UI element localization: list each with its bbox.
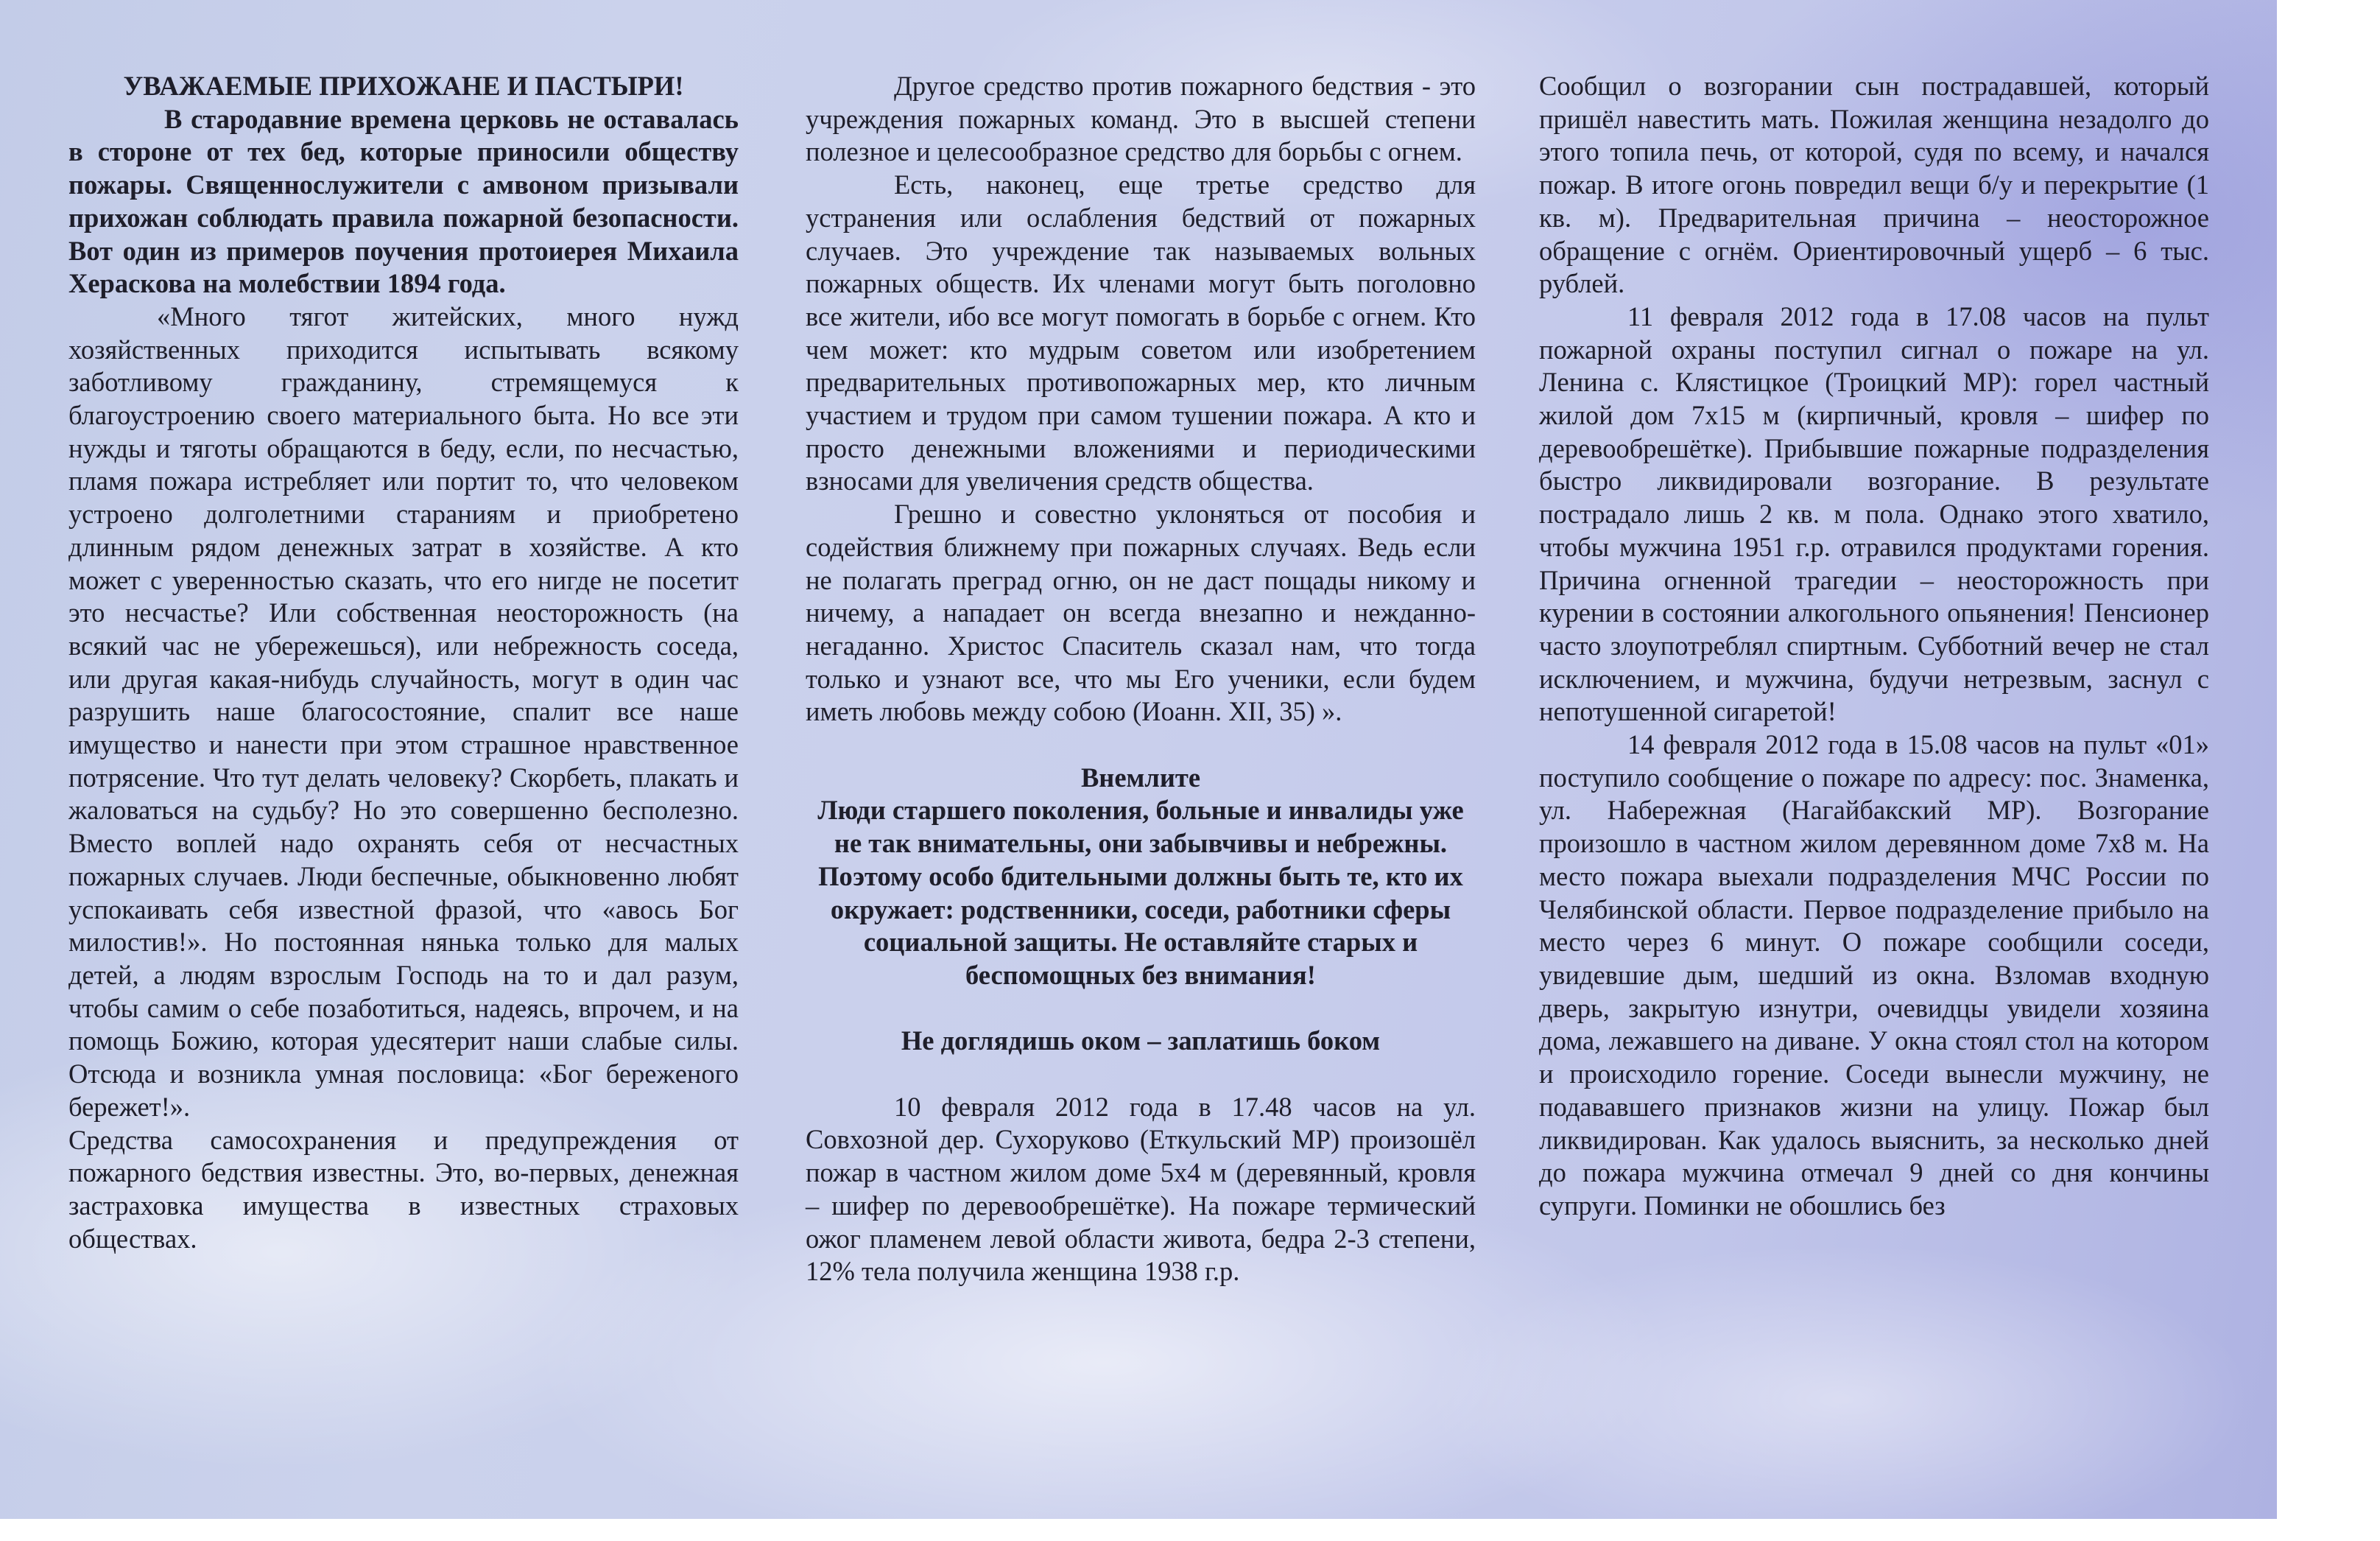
incident-report-2: 11 февраля 2012 года в 17.08 часов на пульт пожарной охраны поступил сигнал о пожаре на ул. Ленина с. Клястицкое (Троицкий МР): горел частный жилой дом 7х15 м (кирпичный, кровля – шифер по деревообрешётке). Прибывшие пожарные подразделения быстро ликвидировали возгорание. В результате пострадало лишь 2 кв. м пола. Однако этого хватило, чтобы мужчина 1951 г.р. отравился продуктами горения. Причина огненной трагедии – неосторожность при курении в состоянии алкогольного опьянения! Пенсионер часто злоупотреблял спиртным. Субботний вечер не стал исключением, и мужчина, будучи нетрезвым, заснул с непотушенной сигаретой! [1539,301,2209,727]
column-left [68,70,739,1255]
attention-title: Внемлите [1080,762,1201,793]
spacer [806,729,1476,762]
paragraph-fire-brigades: Другое средство против пожарного бедствия - это учреждения пожарных команд. Это в высшей степени полезное и целесообразное средство для борьбы с огнем. [806,71,1476,167]
closing-paragraph: Средства самосохранения и предупреждения от пожарного бедствия известны. Это, во-первых, денежная застраховка имущества в известных страховых обществах. [68,1124,739,1254]
paragraph-volunteer-societies: Есть, наконец, еще третье средство для устранения или ослабления бедствий от пожарных случаев. Это учреждение так называемых вольных пожарных обществ. Их членами могут быть поголовно все жители, ибо все могут помогать в борьбе с огнем. Кто чем может: кто мудрым советом или изобретением предварительных противопожарных мер, кто личным участием и трудом при самом тушении пожара. А кто и просто денежными вложениями и периодическими взносами для увеличения средств общества. [806,169,1476,496]
sermon-quote: «Много тягот житейских, много нужд хозяйственных приходится испытывать всякому заботливому гражданину, стремящемуся к благоустроению своего материального быта. Но все эти нужды и тяготы обращаются в беду, если, по несчастью, пламя пожара истребляет или портит то, что человеком устроено долголетними стараниям и приобретено длинным рядом денежных затрат в хозяйстве. А кто может с уверенностью сказать, что его нигде не посетит это несчастье? Или собственная неосторожность (на всякий час не убережешься), или небрежность соседа, или другая какая-нибудь случайность, могут в один час разрушить наше благосостояние, спалит все наше имущество и нанести при этом страшное нравственное потрясение. Что тут делать человеку? Скорбеть, плакать и жаловаться на судьбу? Но это совершенно бесполезно. Вместо воплей надо охранять себя от несчастных пожарных случаев. Люди беспечные, обыкновенно любят успокаивать себя известной фразой, что «авось Бог милостив!». Но постоянная нянька только для малых детей, а людям взрослым Господь на то и дал разум, чтобы самим о себе позаботиться, надеясь, впрочем, и на помощь Божию, которая удесятерит наши слабые силы. Отсюда и возникла умная пословица: «Бог бережeного бережет!». [68,301,739,1122]
attention-text: Люди старшего поколения, больные и инвалиды уже не так внимательны, они забывчивы и небрежны. Поэтому особо бдительными должны быть те, кто их окружает: родственники, соседи, работники сферы социальной защиты. Не оставляйте старых и беспомощных без внимания! [817,795,1464,990]
column-middle [806,70,1476,1288]
column-right [1539,70,2209,1223]
incident-report-3: 14 февраля 2012 года в 15.08 часов на пульт «01» поступило сообщение о пожаре по адресу: пос. Знаменка, ул. Набережная (Нагайбакский МР). Возгорание произошло в частном жилом деревянном доме 7х8 м. На место пожара выехали подразделения МЧС России по Челябинской области. Первое подразделение прибыло на место через 6 минут. О пожаре сообщили соседи, увидевшие дым, шедший из окна. Взломав входную дверь, закрытую изнутри, очевидцы увидели хозяина дома, лежавшего на диване. У окна стоял стол на котором и происходило горение. Соседи вынесли мужчину, не подававшего признаков жизни на улицу. Пожар был ликвидирован. Как удалось выяснить, за несколько дней до пожара мужчина отмечал 9 дней со дня кончины супруги. Поминки не обошлись без [1539,729,2209,1221]
incident-report-1-continued: Сообщил о возгорании сын пострадавшей, который пришёл навестить мать. Пожилая женщина незадолго до этого топила печь, от которой, судя по всему, и начался пожар. В итоге огонь повредил вещи б/у и перекрытие (1 кв. м). Предварительная причина – неосторожное обращение с огнём. Ориентировочный ущерб – 6 тыс. рублей. [1539,71,2209,299]
proverb-heading: Не доглядишь оком – заплатишь боком [901,1025,1381,1056]
incident-report-1: 10 февраля 2012 года в 17.48 часов на ул. Совхозной дер. Сухоруково (Еткульский МР) произошёл пожар в частном жилом доме 5х4 м (деревянный, кровля – шифер по деревообрешётке). На пожаре термический ожог пламенем левой области живота, бедра 2-3 степени, 12% тела получила женщина 1938 г.р. [806,1091,1476,1287]
paragraph-duty: Грешно и совестно уклоняться от пособия и содействия ближнему при пожарных случаях. Ведь если не полагать преград огню, он не даст пощады никому и ничему, а нападает он всегда внезапно и нежданно-негаданно. Христос Спаситель сказал нам, что тогда только и узнают все, что мы Его ученики, если будем иметь любовь между собою (Иоанн. XII, 35) ». [806,499,1476,727]
spacer [806,992,1476,1025]
intro-paragraph: В стародавние времена церковь не оставалась в стороне от тех бед, которые приносили обществу пожары. Священнослужители с амвоном призывали прихожан соблюдать правила пожарной безопасности. Вот один из примеров поучения протоиерея Михаила Хераскова на молебствии 1894 года. [68,103,739,299]
page-heading: УВАЖАЕМЫЕ ПРИХОЖАНЕ И ПАСТЫРИ! [123,71,684,101]
spacer [806,1058,1476,1091]
